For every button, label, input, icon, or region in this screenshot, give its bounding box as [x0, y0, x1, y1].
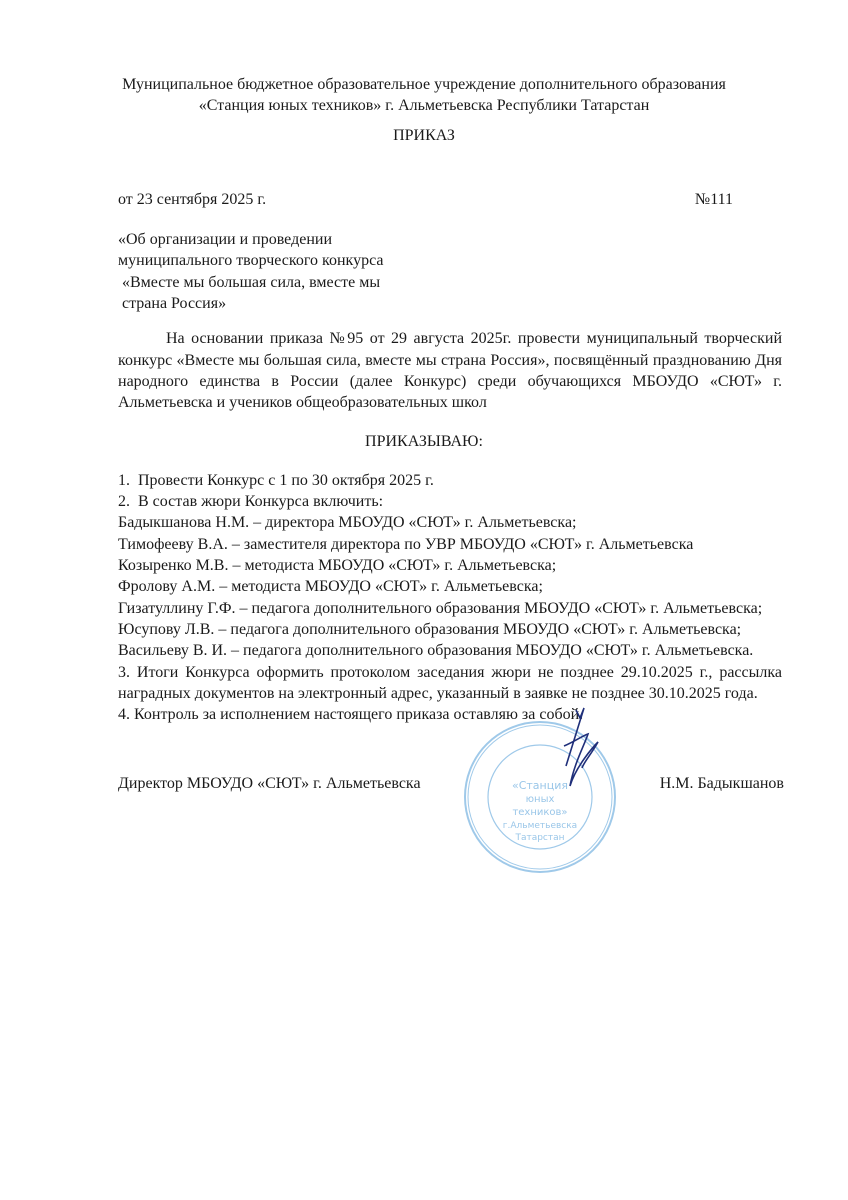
svg-text:«Станция: «Станция [512, 779, 569, 793]
signature-row [118, 773, 782, 875]
order-word: ПРИКАЗЫВАЮ: [365, 432, 483, 450]
jury-member: Васильеву В. И. – педагога дополнительного образования МБОУДО «СЮТ» г. Альметьевска. [118, 642, 754, 660]
subject-line: «Об организации и проведении [118, 231, 332, 249]
doc-type: ПРИКАЗ [393, 126, 455, 144]
order-items [118, 470, 782, 726]
item-2: 2. В состав жюри Конкурса включить: [118, 493, 384, 511]
org-line-2: «Станция юных техников» г. Альметьевска Республики Татарстан [198, 97, 650, 115]
item-4: 4. Контроль за исполнением настоящего приказа оставляю за собой. [118, 706, 584, 724]
org-line-1: Муниципальное бюджетное образовательное учреждение дополнительного образования [122, 76, 726, 93]
preamble: На основании приказа №95 от 29 августа 2025г. провести муниципальный творческий конкурс «Вместе мы большая сила, вместе мы страна Россия», посвящённый празднованию Дня народного единства в России (далее Конкурс) среди обучающихся МБОУДО «СЮТ» г. Альметьевска и учеников общеобразовательных школ [118, 330, 782, 412]
svg-text:г.Альметьевска: г.Альметьевска [502, 821, 578, 832]
signature [554, 706, 604, 791]
svg-text:техников»: техников» [512, 807, 568, 819]
signatory-position: Директор МБОУДО «СЮТ» г. Альметьевска [118, 775, 421, 793]
jury-member: Козыренко М.В. – методиста МБОУДО «СЮТ» г. Альметьевска; [118, 557, 557, 575]
item-1: 1. Провести Конкурс с 1 по 30 октября 2025 г. [118, 471, 434, 489]
date-row [118, 189, 782, 210]
org-header [60, 74, 788, 117]
subject-line: «Вместе мы большая сила, вместе мы [118, 273, 381, 291]
jury-member: Гизатуллину Г.Ф. – педагога дополнительного образования МБОУДО «СЮТ» г. Альметьевска; [118, 599, 763, 617]
item-3: 3. Итоги Конкурса оформить протоколом заседания жюри не позднее 29.10.2025 г., рассылка наградных документов на электронный адрес, указанный в заявке не позднее 30.10.2025 года. [118, 663, 782, 702]
jury-member: Юсупову Л.В. – педагога дополнительного образования МБОУДО «СЮТ» г. Альметьевска; [118, 620, 742, 638]
jury-member: Фролову А.М. – методиста МБОУДО «СЮТ» г. Альметьевска; [118, 578, 543, 596]
signatory-name: Н.М. Бадыкшанов [659, 775, 784, 793]
svg-text:юных: юных [525, 794, 555, 806]
order-number: №111 [694, 190, 733, 208]
order-subject [118, 229, 782, 314]
jury-member: Бадыкшанова Н.М. – директора МБОУДО «СЮТ» г. Альметьевска; [118, 514, 577, 532]
subject-line: муниципального творческого конкурса [118, 252, 384, 270]
order-date: от 23 сентября 2025 г. [118, 190, 267, 208]
stamp-and-signature [462, 719, 618, 875]
jury-member: Тимофееву В.А. – заместителя директора по УВР МБОУДО «СЮТ» г. Альметьевска [118, 535, 694, 553]
subject-line: страна Россия» [118, 295, 227, 313]
svg-text:Татарстан: Татарстан [515, 833, 565, 844]
